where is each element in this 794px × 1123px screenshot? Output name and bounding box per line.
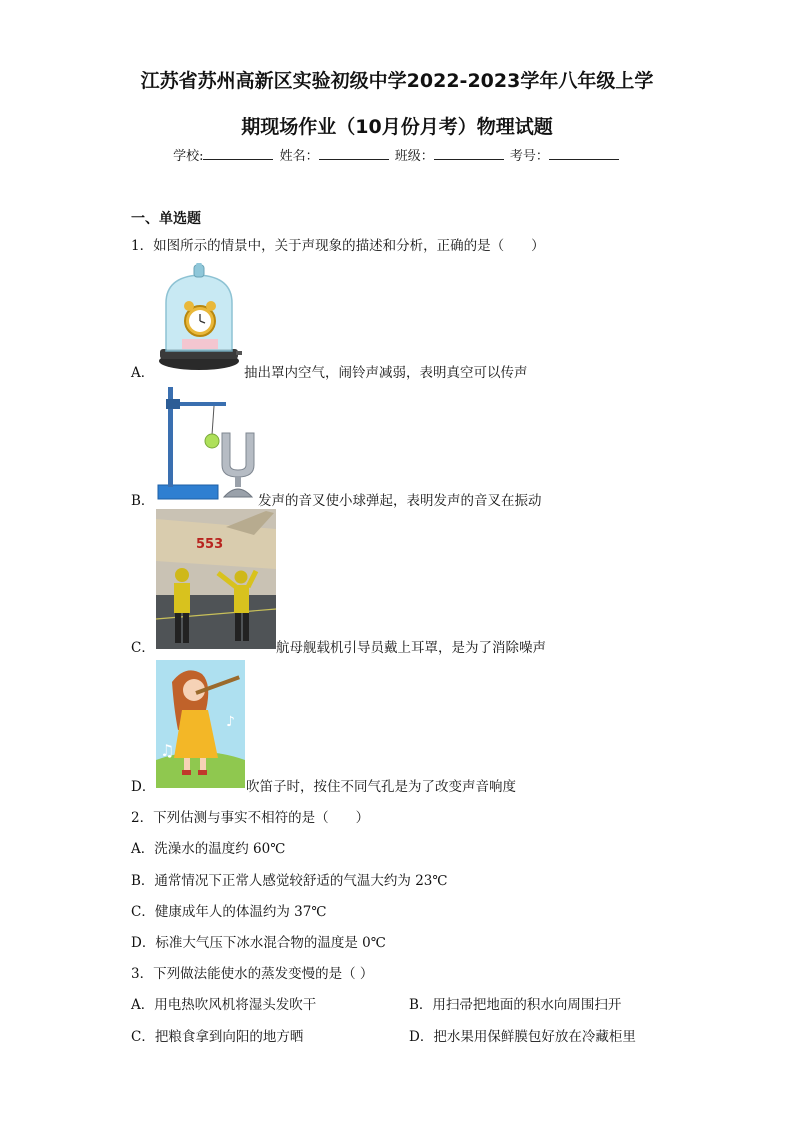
question-2-option-d <box>131 931 386 951</box>
question-1-option-d-text: 吹笛子时，按住不同气孔是为了改变声音响度 <box>246 779 516 795</box>
question-1-option-c-letter: C． <box>131 640 155 656</box>
question-3-stem: 3．下列做法能使水的蒸发变慢的是（ ） <box>131 966 374 982</box>
girl-playing-flute-figure <box>156 660 245 788</box>
option-letter: B． <box>409 997 433 1013</box>
option-letter: D． <box>409 1029 434 1045</box>
option-text: 把粮食拿到向阳的地方晒 <box>154 1029 304 1045</box>
question-1-option-a-letter: A． <box>131 365 155 381</box>
question-3-option-b <box>409 993 621 1013</box>
student-info-row <box>0 145 794 164</box>
tuning-fork-ball-figure <box>156 385 258 503</box>
class-blank[interactable] <box>434 147 504 160</box>
question-1-option-b-text: 发声的音叉使小球弹起，表明发声的音叉在振动 <box>258 493 542 509</box>
school-label: 学校: <box>173 149 204 164</box>
question-1-option-a-text: 抽出罩内空气，闹铃声减弱，表明真空可以传声 <box>244 365 528 381</box>
question-1-option-d-letter: D． <box>131 779 156 795</box>
option-text: 把水果用保鲜膜包好放在冷藏柜里 <box>433 1029 636 1045</box>
option-text: 标准大气压下冰水混合物的温度是 0℃ <box>155 935 386 951</box>
number-label: 考号： <box>509 149 549 164</box>
section-heading-single-choice: 一、单选题 <box>131 211 201 227</box>
question-2-stem: 2．下列估测与事实不相符的是（ ） <box>131 810 370 826</box>
question-1-stem: 1．如图所示的情景中，关于声现象的描述和分析，正确的是（ ） <box>131 238 545 254</box>
question-3-option-a <box>131 993 316 1013</box>
bell-jar-alarm-clock-figure <box>156 263 242 375</box>
option-text: 通常情况下正常人感觉较舒适的气温大约为 23℃ <box>154 873 448 889</box>
school-blank[interactable] <box>203 147 273 160</box>
plane-number: 553 <box>196 537 224 552</box>
number-blank[interactable] <box>549 147 619 160</box>
question-2-option-a <box>131 837 285 857</box>
name-label: 姓名： <box>279 149 319 164</box>
question-2-option-b <box>131 869 448 889</box>
option-letter: D． <box>131 935 156 951</box>
svg-text:♫: ♫ <box>160 741 175 760</box>
option-text: 健康成年人的体温约为 37℃ <box>154 904 327 920</box>
option-letter: A． <box>131 997 155 1013</box>
svg-text:♪: ♪ <box>226 714 235 730</box>
question-3-option-c <box>131 1025 303 1045</box>
question-1-option-c-text: 航母舰载机引导员戴上耳罩，是为了消除噪声 <box>276 640 546 656</box>
option-letter: C． <box>131 1029 155 1045</box>
option-letter: B． <box>131 873 155 889</box>
question-2-option-c <box>131 900 326 920</box>
exam-title-line-1: 江苏省苏州高新区实验初级中学2022-2023学年八年级上学 <box>140 70 654 92</box>
name-blank[interactable] <box>319 147 389 160</box>
question-3-option-d <box>409 1025 636 1045</box>
question-1-option-b-letter: B． <box>131 493 155 509</box>
option-letter: C． <box>131 904 155 920</box>
option-text: 用电热吹风机将湿头发吹干 <box>154 997 317 1013</box>
carrier-deck-crew-figure <box>156 509 276 649</box>
option-letter: A． <box>131 841 155 857</box>
class-label: 班级： <box>394 149 434 164</box>
option-text: 用扫帚把地面的积水向周围扫开 <box>432 997 622 1013</box>
exam-title-line-2: 期现场作业（10月份月考）物理试题 <box>241 116 553 138</box>
option-text: 洗澡水的温度约 60℃ <box>154 841 286 857</box>
